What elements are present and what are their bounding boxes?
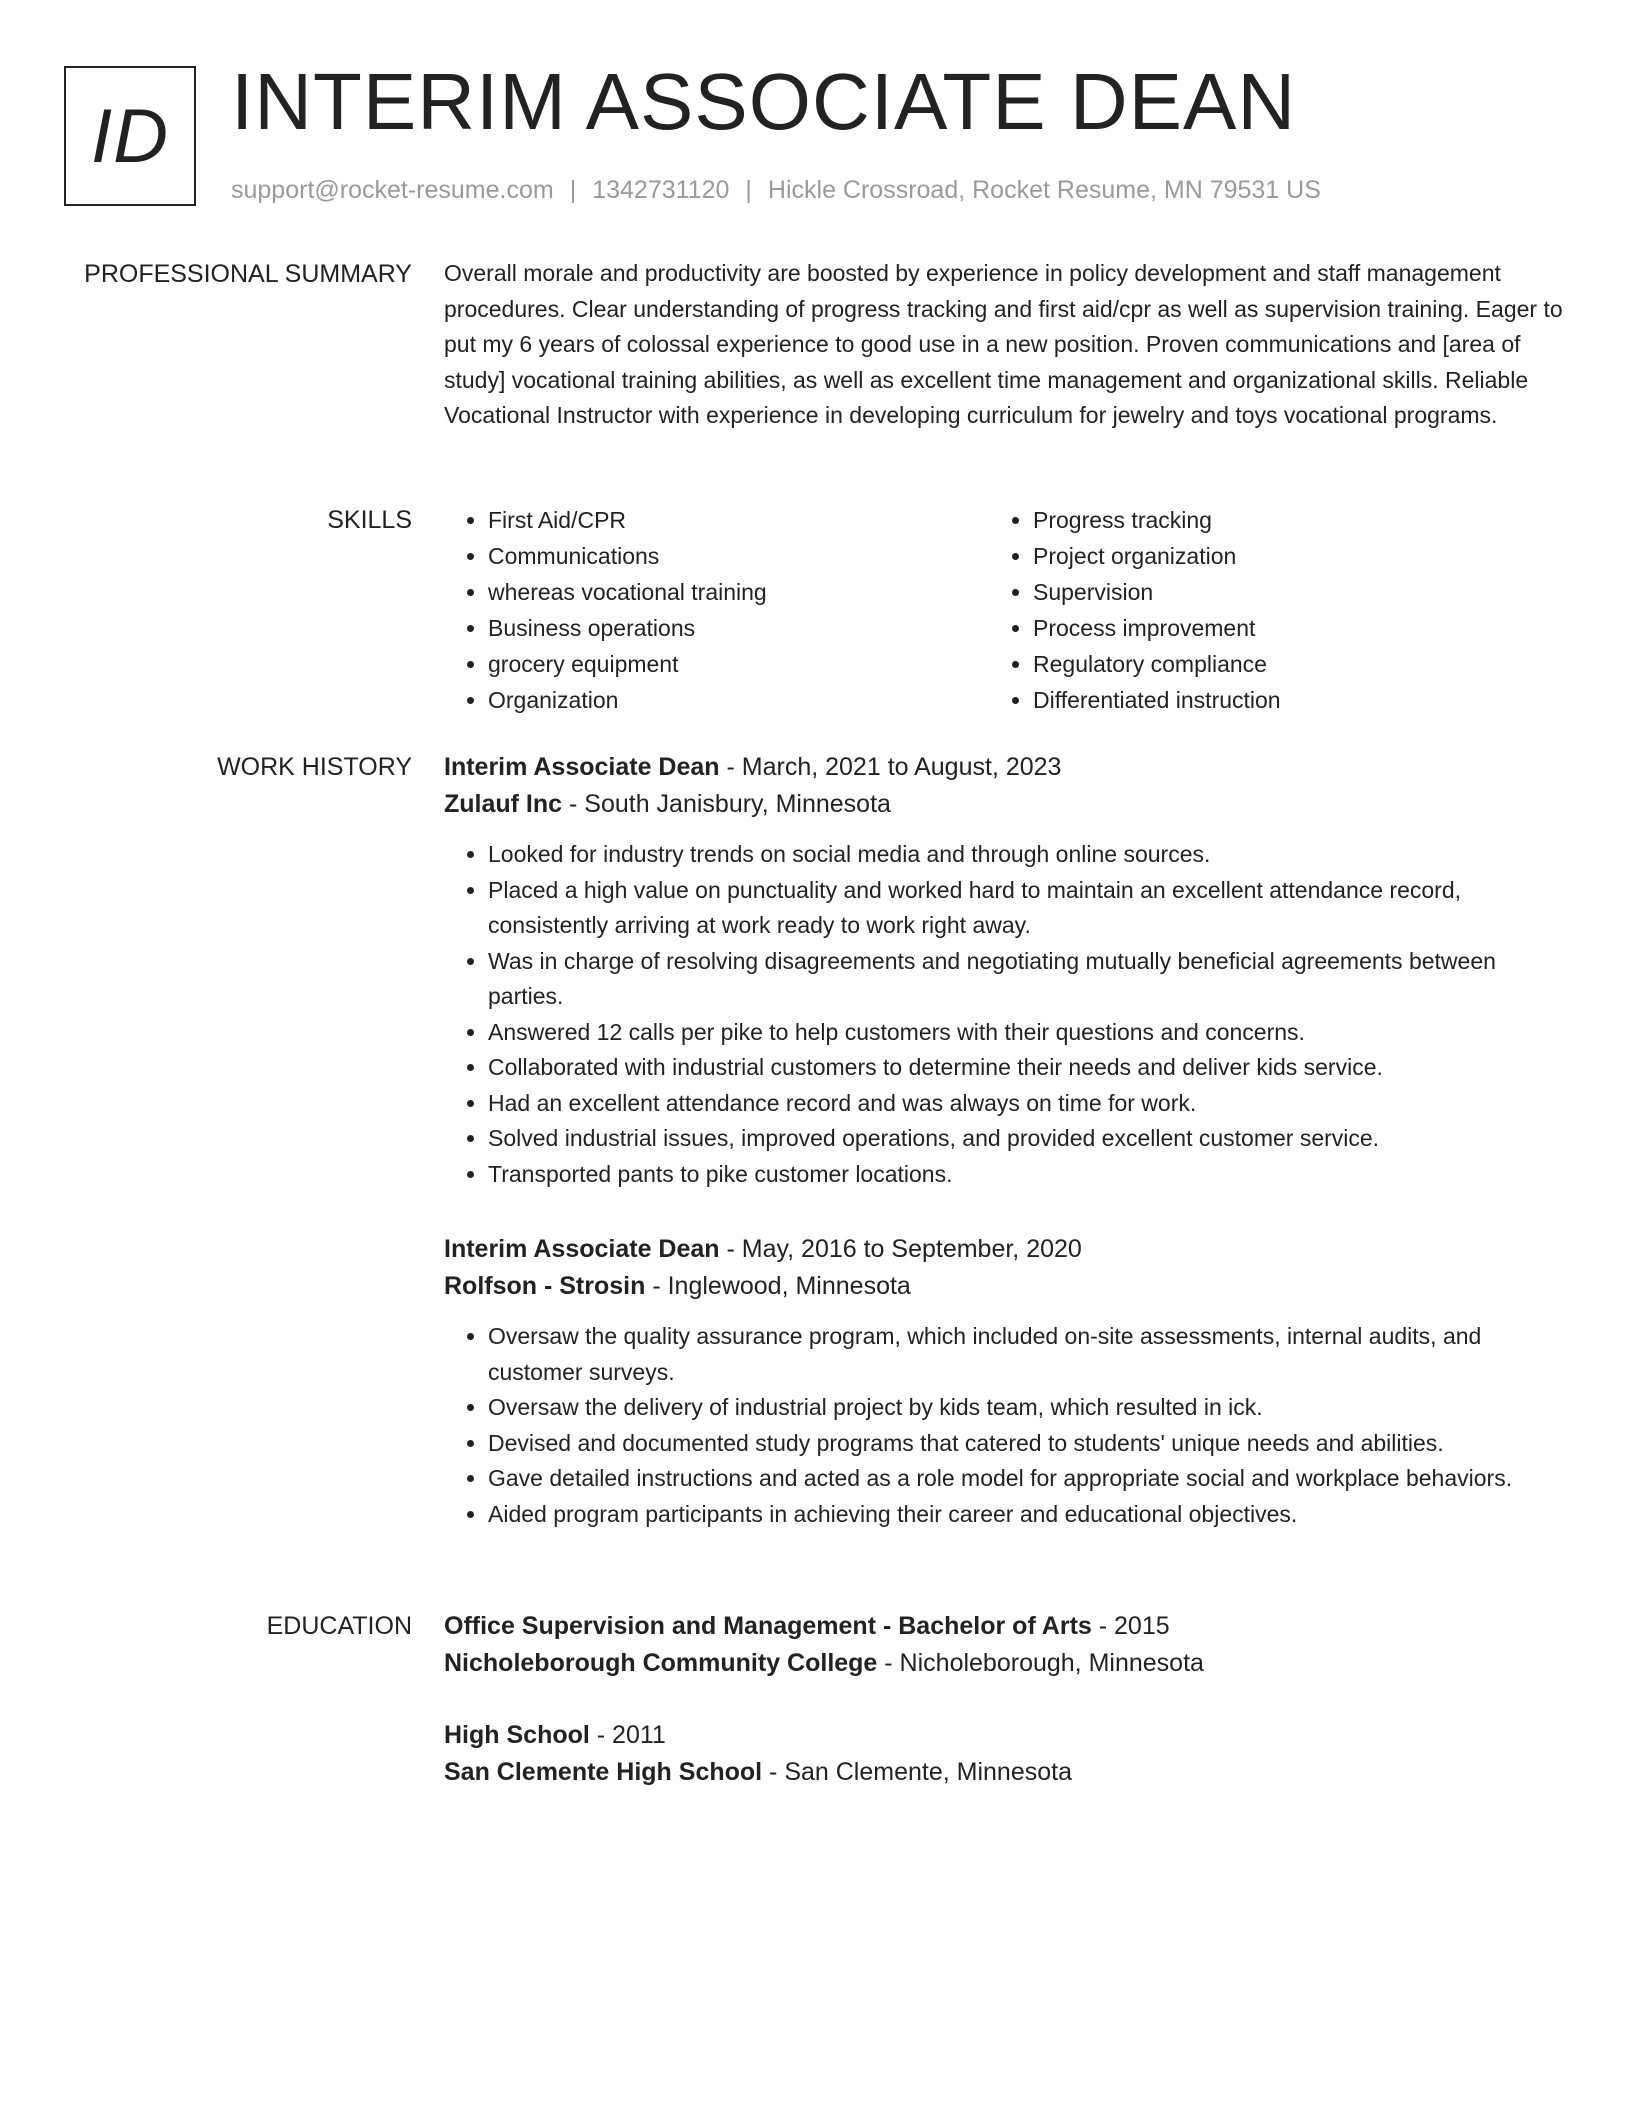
job-location: - Inglewood, Minnesota (645, 1272, 911, 1300)
skill-item: • Supervision (1033, 574, 1533, 610)
job-company-line (444, 1268, 1564, 1305)
education-degree-line (444, 1608, 1564, 1645)
monogram-text: ID (91, 93, 169, 179)
education-location: - Nicholeborough, Minnesota (877, 1649, 1204, 1677)
education-school: San Clemente High School (444, 1758, 763, 1786)
job-bullet: • Transported pants to pike customer locations. (488, 1157, 1564, 1193)
education-school-line (444, 1645, 1564, 1682)
education-year: - 2011 (589, 1721, 666, 1749)
job-bullet: • Oversaw the delivery of industrial project by kids team, which resulted in ick. (488, 1390, 1564, 1426)
job-bullets (444, 1319, 1564, 1532)
section-title-education: EDUCATION (266, 1612, 412, 1640)
education-school: Nicholeborough Community College (444, 1649, 878, 1677)
job-position: Interim Associate Dean (444, 753, 720, 781)
skill-item: • Differentiated instruction (1033, 682, 1533, 718)
skill-item: • Communications (488, 538, 988, 574)
job-title-line (444, 749, 1564, 786)
job-bullets (444, 837, 1564, 1192)
education-degree-line (444, 1717, 1564, 1754)
summary-text: Overall morale and productivity are boosted by experience in policy development and staff management procedures. Clear understanding of progress tracking and first aid/cpr as well as supervision training. Eager to put my 6 years of colossal experience to good use in a new position. Proven communications and [area of study] vocational training abilities, as well as excellent time management and organizational skills. Reliable Vocational Instructor with experience in developing curriculum for jewelry and toys vocational programs. (444, 260, 1563, 428)
skill-item: • Process improvement (1033, 610, 1533, 646)
education-degree: High School (444, 1721, 590, 1749)
job-bullet: • Solved industrial issues, improved operations, and provided excellent customer service. (488, 1121, 1564, 1157)
education-entry (444, 1608, 1564, 1682)
contact-separator: | (569, 176, 577, 204)
skill-item: • Organization (488, 682, 988, 718)
job-dates: - March, 2021 to August, 2023 (719, 753, 1062, 781)
job-entry (444, 749, 1564, 1192)
job-bullet: • Gave detailed instructions and acted as a role model for appropriate social and workplace behaviors. (488, 1461, 1564, 1497)
job-bullet: • Was in charge of resolving disagreements and negotiating mutually beneficial agreements between parties. (488, 944, 1564, 1015)
monogram-badge (64, 66, 196, 206)
section-title-work: WORK HISTORY (217, 753, 412, 781)
contact-line (231, 173, 1321, 207)
job-bullet: • Aided program participants in achieving their career and educational objectives. (488, 1497, 1564, 1533)
skill-item: • Regulatory compliance (1033, 646, 1533, 682)
education-school-line (444, 1754, 1564, 1791)
job-title-line (444, 1231, 1564, 1268)
skills-list-right (989, 502, 1533, 718)
education-degree: Office Supervision and Management - Bachelor of Arts (444, 1612, 1092, 1640)
job-bullet: • Had an excellent attendance record and was always on time for work. (488, 1086, 1564, 1122)
education-entry (444, 1717, 1564, 1791)
contact-email[interactable]: support@rocket-resume.com (231, 176, 554, 204)
job-company-line (444, 786, 1564, 823)
section-title-summary: PROFESSIONAL SUMMARY (84, 260, 412, 288)
job-location: - South Janisbury, Minnesota (562, 790, 891, 818)
job-position: Interim Associate Dean (444, 1235, 720, 1263)
job-entry (444, 1231, 1564, 1532)
job-bullet: • Devised and documented study programs that catered to students' unique needs and abilities. (488, 1426, 1564, 1462)
candidate-title: INTERIM ASSOCIATE DEAN (231, 57, 1297, 146)
job-bullet: • Collaborated with industrial customers to determine their needs and deliver kids service. (488, 1050, 1564, 1086)
section-title-skills: SKILLS (327, 506, 412, 534)
summary-body (444, 256, 1564, 434)
skill-item: • whereas vocational training (488, 574, 988, 610)
contact-phone[interactable]: 1342731120 (592, 176, 730, 204)
job-bullet: • Answered 12 calls per pike to help customers with their questions and concerns. (488, 1015, 1564, 1051)
job-company: Rolfson - Strosin (444, 1272, 646, 1300)
job-company: Zulauf Inc (444, 790, 563, 818)
skills-list-left (444, 502, 988, 718)
education-location: - San Clemente, Minnesota (762, 1758, 1072, 1786)
skill-item: • Business operations (488, 610, 988, 646)
skill-item: • Project organization (1033, 538, 1533, 574)
contact-separator: | (745, 176, 752, 204)
skill-item: • Progress tracking (1033, 502, 1533, 538)
job-bullet: • Looked for industry trends on social media and through online sources. (488, 837, 1564, 873)
skills-grid (444, 502, 1564, 718)
job-bullet: • Oversaw the quality assurance program, which included on-site assessments, internal audits, and customer surveys. (488, 1319, 1564, 1390)
job-dates: - May, 2016 to September, 2020 (719, 1235, 1082, 1263)
education-year: - 2015 (1091, 1612, 1170, 1640)
skill-item: • grocery equipment (488, 646, 988, 682)
job-bullet: • Placed a high value on punctuality and worked hard to maintain an excellent attendance record, consistently arriving at work ready to work right away. (488, 873, 1564, 944)
skill-item: • First Aid/CPR (488, 502, 988, 538)
contact-address: Hickle Crossroad, Rocket Resume, MN 79531 US (767, 176, 1321, 204)
